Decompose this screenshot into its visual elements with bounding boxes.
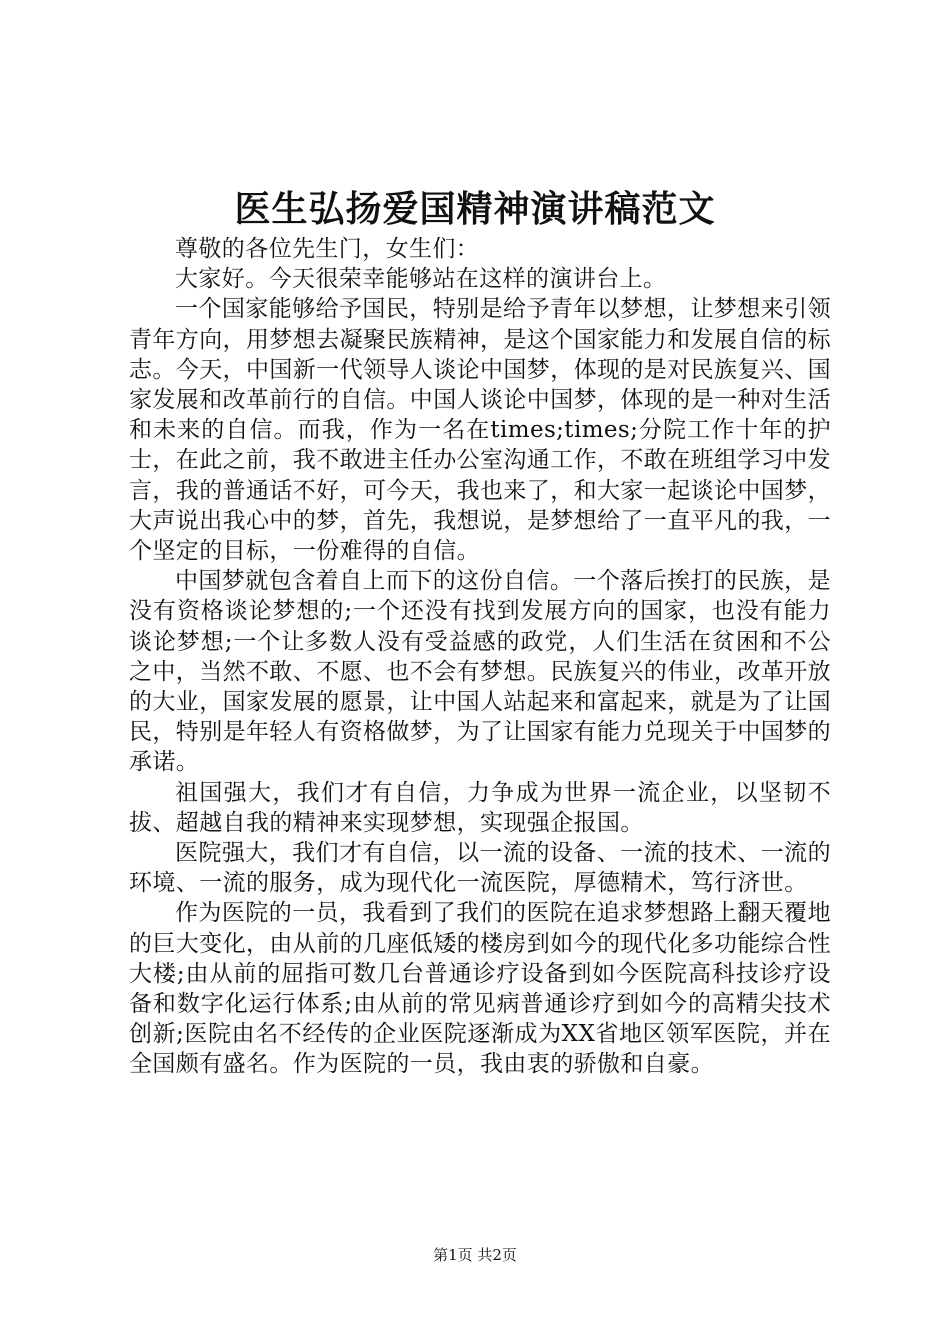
salutation-paragraph: 尊敬的各位先生门，女生们：: [175, 236, 480, 262]
document-body: [129, 234, 831, 1080]
body-paragraph: 作为医院的一员，我看到了我们的医院在追求梦想路上翻天覆地的巨大变化，由从前的几座低矮的楼房到如今的现代化多功能综合性大楼;由从前的屈指可数几台普通诊疗设备到如今医院高科技诊疗设备和数字化运行体系;由从前的常见病普通诊疗到如今的高精尖技术创新;医院由名不经传的企业医院逐渐成为XX省地区领军医院，并在全国颇有盛名。作为医院的一员，我由衷的骄傲和自豪。: [129, 900, 831, 1078]
greeting-paragraph: 大家好。今天很荣幸能够站在这样的演讲台上。: [175, 266, 667, 293]
body-paragraph: 医院强大，我们才有自信，以一流的设备、一流的技术、一流的环境、一流的服务，成为现代化一流医院，厚德精术，笃行济世。: [129, 840, 831, 897]
body-paragraph: 一个国家能够给予国民，特别是给予青年以梦想，让梦想来引领青年方向，用梦想去凝聚民族精神，是这个国家能力和发展自信的标志。今天，中国新一代领导人谈论中国梦，体现的是对民族复兴、国家发展和改革前行的自信。中国人谈论中国梦，体现的是一种对生活和未来的自信。而我，作为一名在times;times;分院工作十年的护士，在此之前，我不敢进主任办公室沟通工作，不敢在班组学习中发言，我的普通话不好，可今天，我也来了，和大家一起谈论中国梦，大声说出我心中的梦，首先，我想说，是梦想给了一直平凡的我，一个坚定的目标，一份难得的自信。: [129, 296, 831, 565]
body-paragraph: 祖国强大，我们才有自信，力争成为世界一流企业，以坚韧不拔、超越自我的精神来实现梦想，实现强企报国。: [129, 779, 831, 836]
body-paragraph: 中国梦就包含着自上而下的这份自信。一个落后挨打的民族，是没有资格谈论梦想的;一个还没有找到发展方向的国家，也没有能力谈论梦想;一个让多数人没有受益感的政党，人们生活在贫困和不公之中，当然不敢、不愿、也不会有梦想。民族复兴的伟业，改革开放的大业，国家发展的愿景，让中国人站起来和富起来，就是为了让国民，特别是年轻人有资格做梦，为了让国家有能力兑现关于中国梦的承诺。: [129, 568, 831, 776]
document-title: 医生弘扬爱国精神演讲稿范文: [234, 188, 716, 230]
page-number-footer: 第1页 共2页: [433, 1246, 517, 1264]
